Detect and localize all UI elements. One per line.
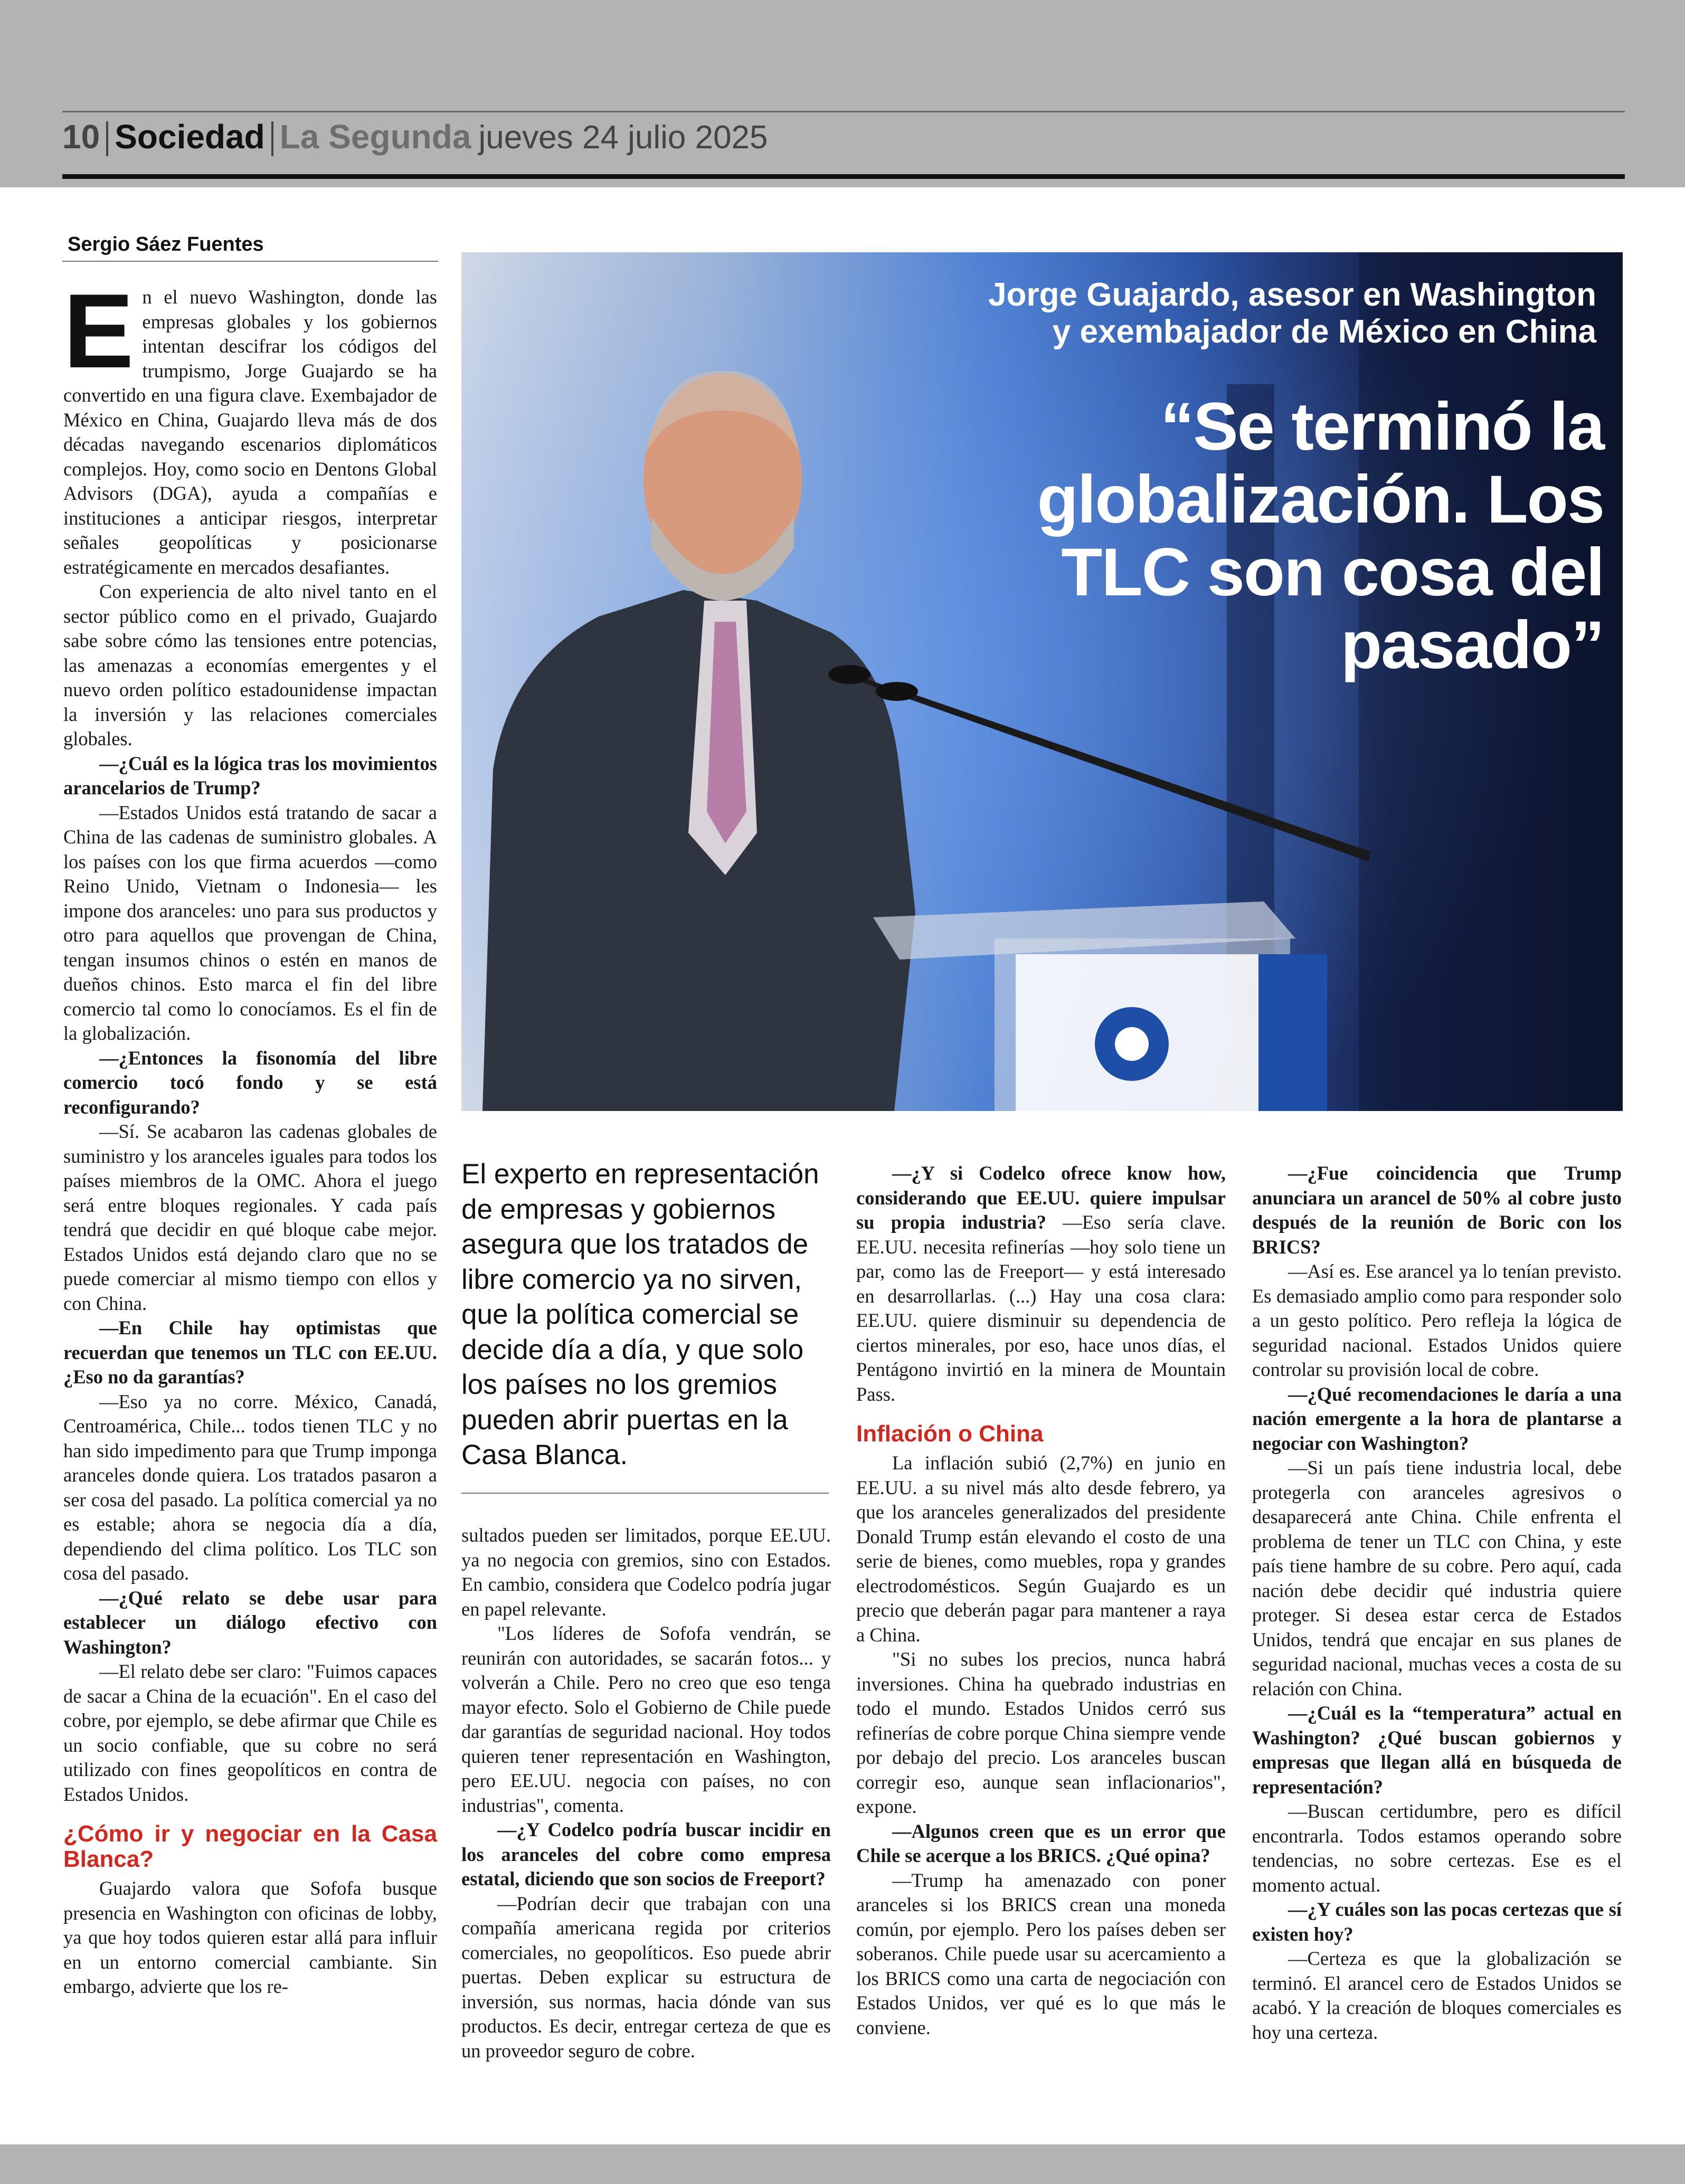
paragraph: La inflación subió (2,7%) en junio en EE.UU. a su nivel más alto desde febrero, ya que los aranceles generalizados del presidente Donald Trump están elevando el costo de una serie de bienes, como muebles, ropa y grandes electrodomésticos. Según Guajardo es un precio que deberán pagar para mantener a raya a China. xyxy=(856,1452,1226,1646)
page-header xyxy=(62,117,768,160)
issue-date: jueves 24 julio 2025 xyxy=(478,119,768,156)
subheading: Inflación o China xyxy=(856,1421,1044,1447)
article-deck: El experto en representación de empresas y gobiernos asegura que los tratados de libre comercio ya no sirven, que la política comercial se decide día a día, y que solo los países no los gremios pueden abrir puertas en la Casa Blanca. xyxy=(461,1159,819,1470)
newspaper-name: La Segunda xyxy=(279,118,471,156)
interview-question: —¿Entonces la fisonomía del libre comercio tocó fondo y se está reconfigurando? xyxy=(63,1047,437,1118)
header-rule xyxy=(62,174,1625,179)
page-number: 10 xyxy=(62,118,100,156)
interview-answer: —Trump ha amenazado con poner aranceles si los BRICS crean una moneda común, por ejemplo. Pero los países deben ser soberanos. Chile puede usar su acercamiento a los BRICS como una carta de negociación con Estados Unidos, ver qué es lo que más le conviene. xyxy=(856,1869,1226,2038)
paragraph: "Si no subes los precios, nunca habrá inversiones. China ha quebrado industrias en todo el mundo. Estados Unidos cerró sus refinerías de cobre porque China siempre vende por debajo del precio. Los aranceles buscan corregir eso, aunque sean inflacionarios", expone. xyxy=(856,1648,1226,1817)
paragraph: "Los líderes de Sofofa vendrán, se reunirán con autoridades, se sacarán fotos... y volverán a Chile. Pero no creo que eso tenga mayor efecto. Solo el Gobierno de Chile puede dar garantías de seguridad nacional. Hoy todos quieren tener representación en Washington, pero EE.UU. negocia con países, no con industrias", comenta. xyxy=(461,1622,831,1816)
interview-question: —¿Fue coincidencia que Trump anunciara un arancel de 50% al cobre justo después de la reunión de Boric con los BRICS? xyxy=(1252,1162,1622,1258)
paragraph: sultados pueden ser limitados, porque EE.UU. ya no negocia con gremios, sino con Estados. En cambio, considera que Codelco podría jugar en papel relevante. xyxy=(461,1524,831,1620)
interview-question: —¿Cuál es la “temperatura” actual en Washington? ¿Qué buscan gobiernos y empresas que llegan allá en búsqueda de representación? xyxy=(1252,1702,1622,1798)
interview-answer: —Así es. Ese arancel ya lo tenían previsto. Es demasiado amplio como para responder solo a un gesto político. Pero refleja la lógica de seguridad nacional. Estados Unidos quiere controlar su provisión local de cobre. xyxy=(1252,1260,1622,1380)
interview-question: —¿Cuál es la lógica tras los movimientos arancelarios de Trump? xyxy=(63,752,437,799)
interview-answer: —Si un país tiene industria local, debe protegerla con aranceles agresivos o desaparecerá ante China. Chile enfrenta el problema de tener un TLC con China, y este país tiene hambre de su cobre. Pero aquí, cada nación debe decidir qué industria quiere proteger. Si desea estar cerca de Estados Unidos, tendrá que encajar en sus planes de seguridad nacional, muchas veces a costa de su relación con China. xyxy=(1252,1457,1622,1699)
article-column-4 xyxy=(1252,1161,1622,2045)
section-name: Sociedad xyxy=(115,118,265,156)
interview-answer: —Buscan certidumbre, pero es difícil encontrarla. Todos estamos operando sobre tendencias, no sobre certezas. Ese es el momento actual. xyxy=(1252,1800,1622,1896)
interview-answer: —Eso sería clave. EE.UU. necesita refinerías —hoy solo tiene un par, como las de Freeport— y está interesado en desarrollarlas. (...) Hay una cosa clara: EE.UU. quiere disminuir su dependencia de ciertos minerales, por eso, hace unos días, el Pentágono invirtió en la minera de Mountain Pass. xyxy=(856,1211,1226,1405)
headline-kicker: Jorge Guajardo, asesor en Washington y exembajador de México en China xyxy=(988,277,1596,350)
article-photo xyxy=(461,252,1623,1111)
interview-answer: —Eso ya no corre. México, Canadá, Centroamérica, Chile... todos tienen TLC y no han sido impedimento para que Trump imponga aranceles donde quiera. Los tratados pasaron a ser cosa del pasado. La política comercial ya no es estable; ahora se negocia día a día, dependiendo del clima político. Los TLC son cosa del pasado. xyxy=(63,1390,437,1584)
paragraph: n el nuevo Washington, donde las empresas globales y los gobiernos intentan descifrar los códigos del trumpismo, Jorge Guajardo se ha convertido en una figura clave. Exembajador de México en China, Guajardo lleva más de dos décadas navegando escenarios diplomáticos complejos. Hoy, como socio en Dentons Global Advisors (DGA), ayuda a compañías e instituciones a anticipar riesgos, interpretar señales geopolíticas y posicionarse estratégicamente en mercados desafiantes. xyxy=(63,286,437,578)
interview-question: —¿Y Codelco podría buscar incidir en los aranceles del cobre como empresa estatal, diciendo que son socios de Freeport? xyxy=(461,1819,831,1889)
byline: Sergio Sáez Fuentes xyxy=(68,233,264,255)
paragraph: Con experiencia de alto nivel tanto en el sector público como en el privado, Guajardo sabe sobre cómo las tensiones entre potencias, las amenazas a economías emergentes y el nuevo orden político estadounidense impactan la inversión y las relaciones comerciales globales. xyxy=(63,581,437,749)
drop-cap: E xyxy=(63,272,134,390)
interview-question: —¿Qué relato se debe usar para establecer un diálogo efectivo con Washington? xyxy=(63,1587,437,1658)
interview-question: —¿Qué recomendaciones le daría a una nación emergente a la hora de plantarse a negociar con Washington? xyxy=(1252,1383,1622,1454)
paragraph: Guajardo valora que Sofofa busque presencia en Washington con oficinas de lobby, ya que hoy todos quieren estar allá para influir en un entorno comercial cambiante. Sin embargo, advierte que los re- xyxy=(63,1877,437,1997)
interview-answer: —Certeza es que la globalización se terminó. El arancel cero de Estados Unidos se acabó. Y la creación de bloques comerciales es hoy una certeza. xyxy=(1252,1948,1622,2043)
interview-answer: —Sí. Se acabaron las cadenas globales de suministro y los aranceles iguales para todos los países miembros de la OMC. Ahora el juego será entre bloques regionales. Y cada país tendrá que decidir en qué bloque cabe mejor. Estados Unidos está dejando claro que no se puede comerciar al mismo tiempo con ellos y con China. xyxy=(63,1121,437,1314)
interview-answer: —Podrían decir que trabajan con una compañía americana regida por criterios comerciales, no geopolíticos. Eso puede abrir puertas. Deben explicar su estructura de inversión, sus normas, hacia dónde van sus productos. Es decir, entregar certeza de que es un proveedor seguro de cobre. xyxy=(461,1892,831,2062)
interview-question: —Algunos creen que es un error que Chile se acerque a los BRICS. ¿Qué opina? xyxy=(856,1820,1226,1866)
byline-rule xyxy=(62,261,438,262)
article-column-3 xyxy=(856,1161,1226,2040)
header-top-rule xyxy=(62,111,1625,112)
bottom-margin xyxy=(0,2144,1685,2184)
interview-question: —¿Y si Codelco ofrece know how, considerando que EE.UU. quiere impulsar su propia industria? xyxy=(856,1162,1226,1233)
headline: “Se terminó la globalización. Los TLC son cosa del pasado” xyxy=(1037,389,1604,683)
subheading: ¿Cómo ir y negociar en la Casa Blanca? xyxy=(63,1821,437,1872)
deck-rule xyxy=(461,1493,829,1494)
article-column-2 xyxy=(461,1523,831,2063)
interview-answer: —Estados Unidos está tratando de sacar a China de las cadenas de suministro globales. A los países con los que firma acuerdos —como Reino Unido, Vietnam o Indonesia— les impone dos aranceles: uno para sus productos y otro para aquellos que provengan de China, tengan insumos chinos o estén en manos de dueños chinos. Esto marca el fin del libre comercio tal como lo conocíamos. Es el fin de la globalización. xyxy=(63,801,437,1044)
article-column-1 xyxy=(63,272,437,1999)
interview-question: —¿Y cuáles son las pocas certezas que sí existen hoy? xyxy=(1252,1898,1622,1945)
interview-answer: —El relato debe ser claro: "Fuimos capaces de sacar a China de la ecuación". En el caso del cobre, por ejemplo, se debe afirmar que Chile es un socio confiable, que su cobre no será utilizado con fines geopolíticos en contra de Estados Unidos. xyxy=(63,1660,437,1805)
header-divider xyxy=(106,121,108,156)
interview-question: —En Chile hay optimistas que recuerdan que tenemos un TLC con EE.UU. ¿Eso no da garantías? xyxy=(63,1317,437,1388)
header-divider xyxy=(271,121,273,156)
